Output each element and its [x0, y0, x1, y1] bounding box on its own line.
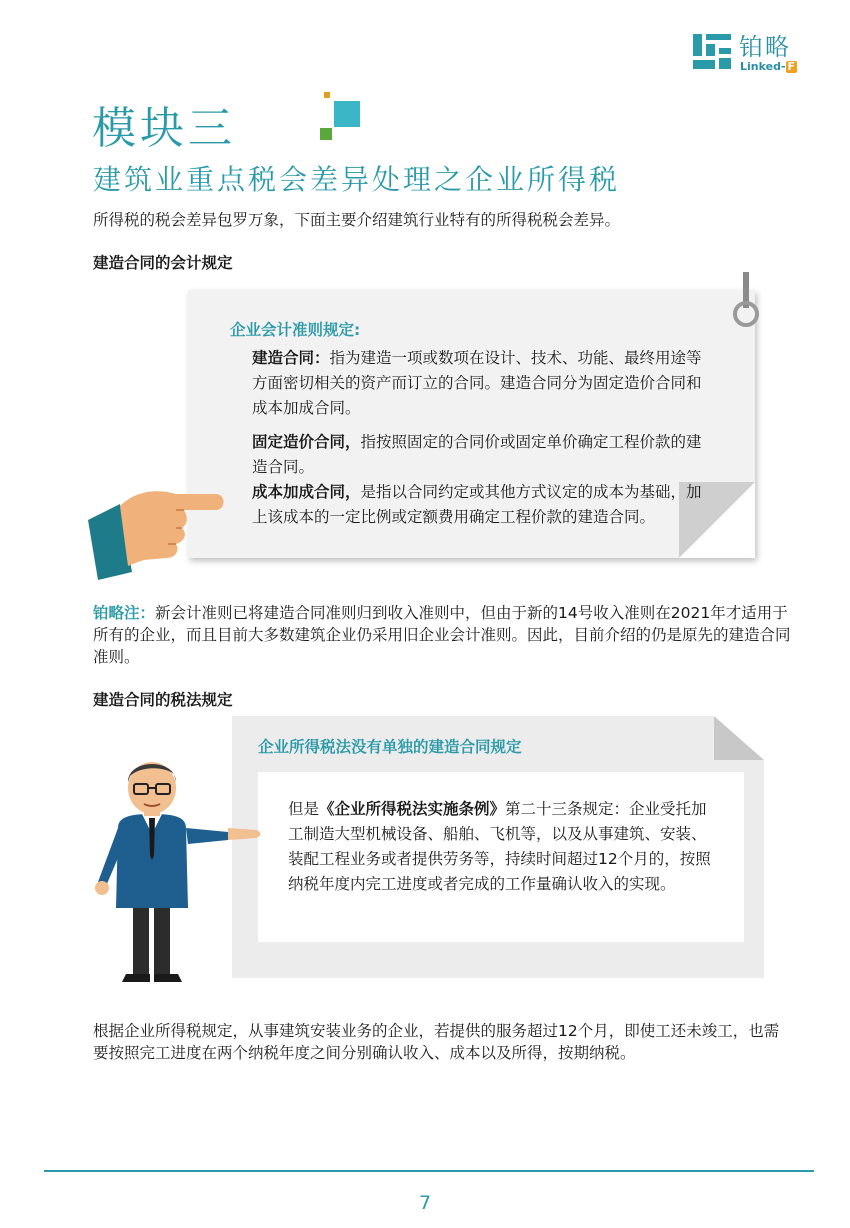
intro-text: 所得税的税会差异包罗万象，下面主要介绍建筑行业特有的所得税税会差异。	[93, 211, 621, 229]
logo-icon	[693, 34, 731, 70]
definition-construction-contract: 建造合同：指为建造一项或数项在设计、技术、功能、最终用途等方面密切相关的资产而订立的合同。建造合同分为固定造价合同和成本加成合同。	[252, 349, 702, 417]
pointing-hand-icon	[84, 480, 229, 580]
page-number: 7	[418, 1192, 432, 1214]
businessman-illustration	[88, 752, 268, 984]
linked-f-note: 铂略注：新会计准则已将建造合同准则归到收入准则中，但由于新的14号收入准则在2021年才适用于所有的企业，而且目前大多数建筑企业仍采用旧企业会计准则。因此，目前介绍的仍是原先的建造合同准则。	[93, 604, 791, 666]
section2-title: 建造合同的税法规定	[93, 691, 233, 709]
definition-fixed-price-contract: 固定造价合同，指按照固定的合同价或固定单价确定工程价款的建造合同。	[252, 433, 702, 476]
card2-title: 企业所得税法没有单独的建造合同规定	[258, 738, 522, 756]
decor-square	[320, 128, 332, 140]
brand-name-en: Linked- F	[740, 60, 796, 73]
page-subtitle: 建筑业重点税会差异处理之企业所得税	[93, 163, 621, 196]
decor-square	[324, 92, 330, 98]
card1-body	[252, 346, 712, 539]
definition-cost-plus-contract: 成本加成合同，是指以合同约定或其他方式议定的成本为基础，加上该成本的一定比例或定额费用确定工程价款的建造合同。	[252, 483, 702, 526]
decor-square	[334, 101, 360, 127]
module-title: 模块三	[92, 103, 236, 154]
brand-logo	[693, 32, 813, 74]
footer-divider	[44, 1170, 814, 1172]
section1-title: 建造合同的会计规定	[93, 254, 233, 272]
card1-title: 企业会计准则规定:	[230, 321, 361, 339]
binder-clip-icon	[732, 272, 762, 328]
card2-body: 但是《企业所得税法实施条例》第二十三条规定：企业受托加工制造大型机械设备、船舶、飞机等，以及从事建筑、安装、装配工程业务或者提供劳务等，持续时间超过12个月的，按照纳税年度内完工进度或者完成的工作量确认收入的实现。	[288, 800, 711, 893]
conclusion-text: 根据企业所得税规定，从事建筑安装业务的企业，若提供的服务超过12个月，即使工还未竣工，也需要按照完工进度在两个纳税年度之间分别确认收入、成本以及所得，按期纳税。	[93, 1022, 780, 1062]
brand-name-cn: 铂略	[739, 33, 791, 61]
